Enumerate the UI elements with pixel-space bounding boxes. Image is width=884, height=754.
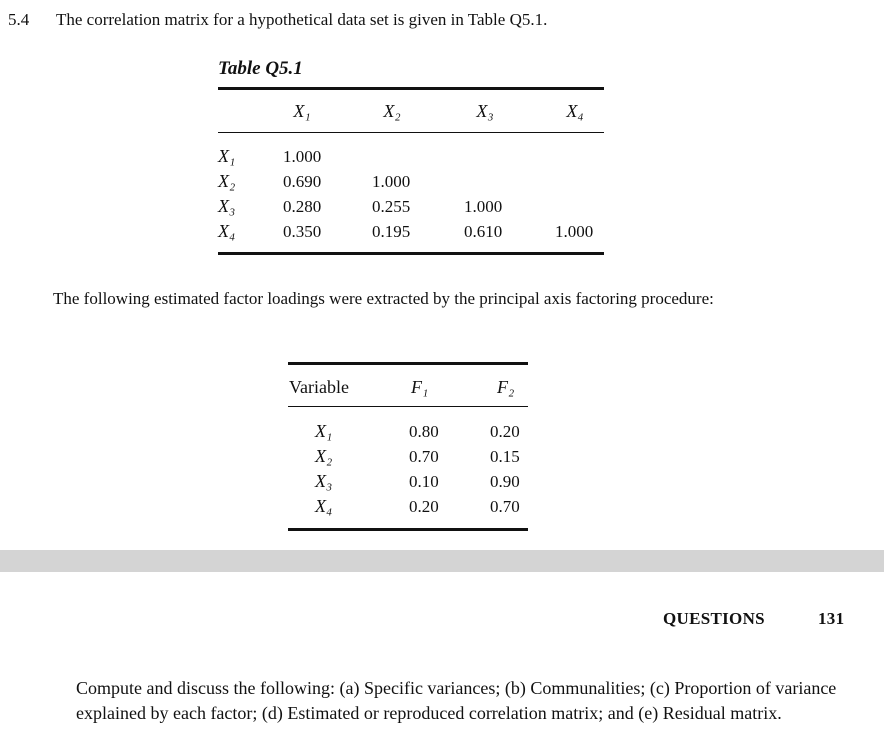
loadings-cell: 0.20 — [409, 497, 439, 516]
table-cell: 1.000 — [283, 147, 322, 166]
running-head-section: QUESTIONS — [663, 609, 765, 628]
table-caption: Table Q5.1 — [218, 58, 303, 79]
table-cell: 1.000 — [372, 172, 411, 191]
table-bottom-rule — [218, 252, 604, 255]
row-label-x3: X₃ — [218, 196, 236, 216]
row-label-x2: X₂ — [218, 171, 236, 191]
table-cell: 0.255 — [372, 197, 411, 216]
loadings-cell: 0.70 — [409, 447, 439, 466]
table-cell: 0.350 — [283, 222, 322, 241]
loadings-table-bottom-rule — [288, 528, 528, 531]
loadings-cell: 0.90 — [490, 472, 520, 491]
loadings-cell: 0.20 — [490, 422, 520, 441]
loadings-header-f2: F₂ — [497, 377, 515, 397]
question-heading — [8, 10, 547, 30]
loadings-header-rule — [288, 406, 528, 407]
column-header-x3: X₃ — [476, 101, 494, 121]
row-label-x4: X₄ — [218, 221, 236, 241]
question-text: The correlation matrix for a hypothetical data set is given in Table Q5.1. — [56, 10, 548, 29]
loadings-row-variable: X₃ — [315, 471, 333, 491]
loadings-intro-paragraph: The following estimated factor loadings were extracted by the principal axis factoring procedure: — [53, 289, 714, 308]
table-cell: 1.000 — [555, 222, 594, 241]
loadings-cell: 0.80 — [409, 422, 439, 441]
loadings-row-variable: X₄ — [315, 496, 333, 516]
table-cell: 0.195 — [372, 222, 411, 241]
table-cell: 0.610 — [464, 222, 503, 241]
table-cell: 0.690 — [283, 172, 322, 191]
table-header-rule — [218, 132, 604, 133]
column-header-x4: X₄ — [566, 101, 584, 121]
loadings-row-variable: X₂ — [315, 446, 333, 466]
loadings-cell: 0.10 — [409, 472, 439, 491]
page-number: 131 — [818, 609, 845, 628]
loadings-table-top-rule — [288, 362, 528, 365]
loadings-header-f1: F₁ — [411, 377, 429, 397]
table-top-rule — [218, 87, 604, 90]
instructions-paragraph: Compute and discuss the following: (a) Specific variances; (b) Communalities; (c) Proportion of variance explained by each factor; (d) Estimated or reproduced correlation matrix; and (e) Residual matrix. — [76, 678, 837, 723]
loadings-cell: 0.70 — [490, 497, 520, 516]
loadings-cell: 0.15 — [490, 447, 520, 466]
row-label-x1: X₁ — [218, 146, 236, 166]
page-divider — [0, 550, 884, 572]
column-header-x1: X₁ — [293, 101, 311, 121]
table-cell: 0.280 — [283, 197, 322, 216]
column-header-x2: X₂ — [383, 101, 401, 121]
loadings-row-variable: X₁ — [315, 421, 333, 441]
loadings-header-variable: Variable — [289, 377, 349, 397]
table-cell: 1.000 — [464, 197, 503, 216]
question-number: 5.4 — [8, 10, 30, 29]
